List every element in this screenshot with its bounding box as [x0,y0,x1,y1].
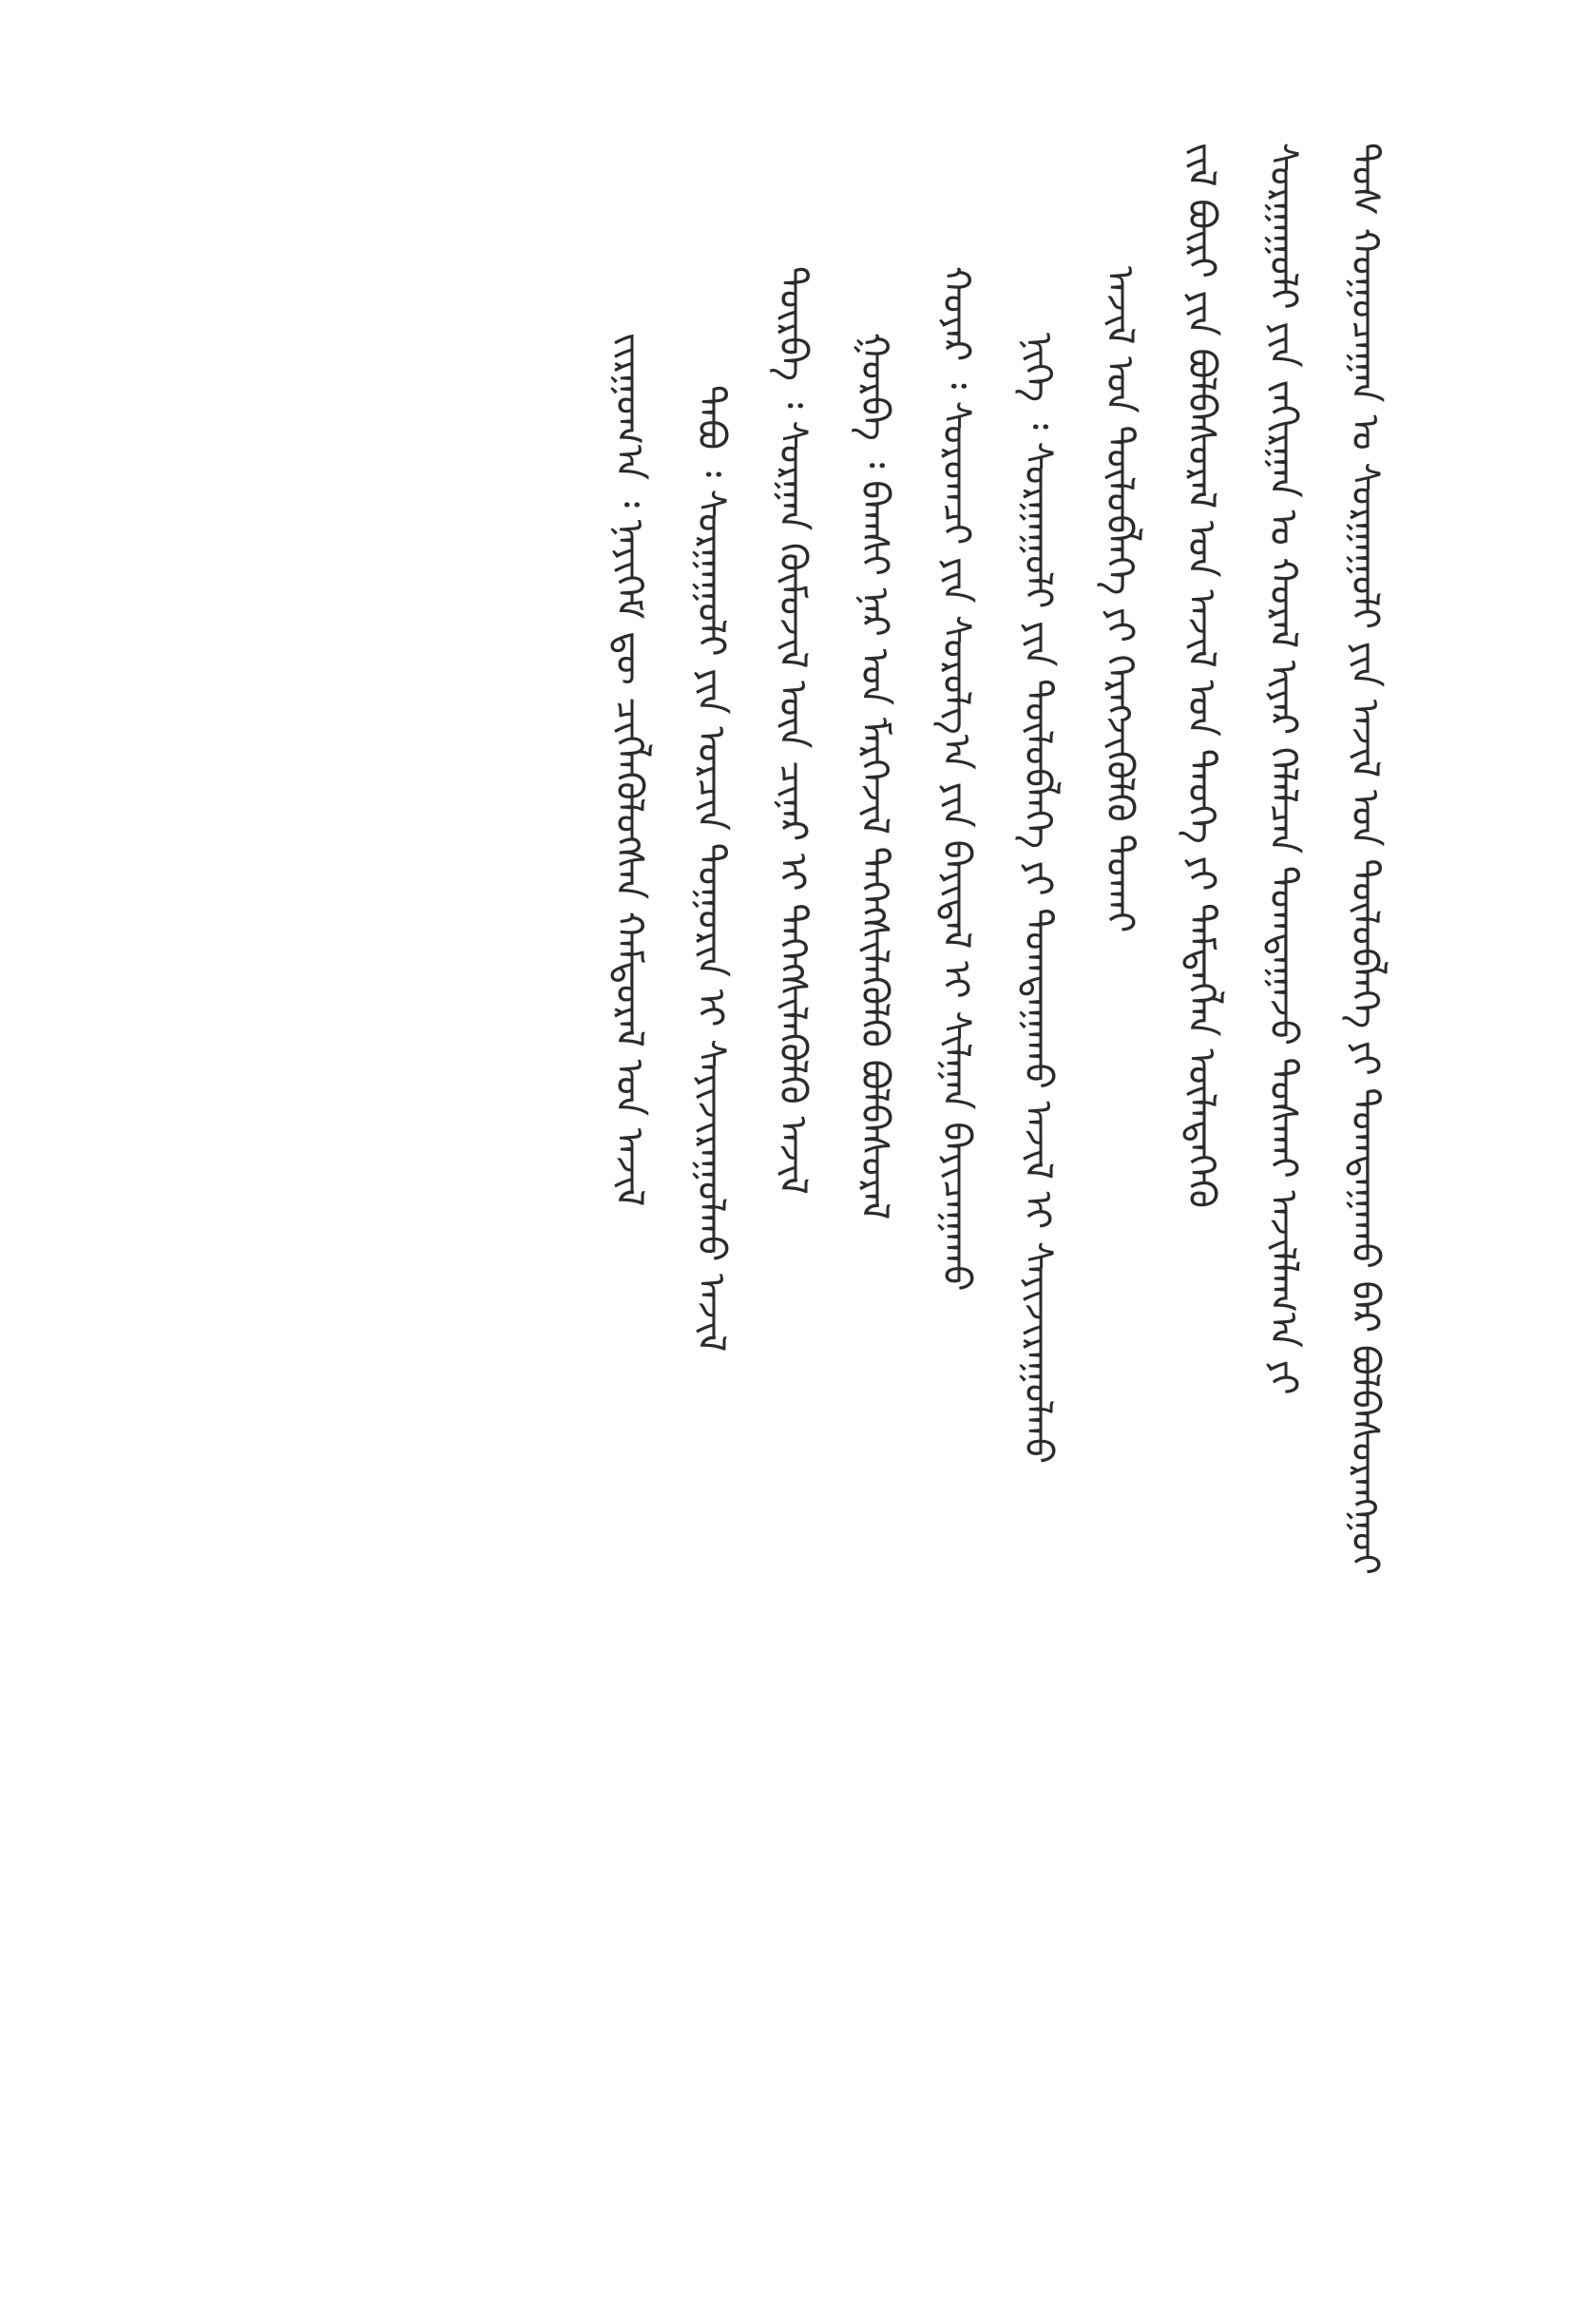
column-text: ᠰᠤᠷᠭᠠᠭᠤᠯᠢ ᠶᠢᠨ ᠵᠠᠬᠢᠷᠭᠠᠨ ᠤ ᠬᠤᠷᠠᠯ ᠢᠶᠠᠷ ᠬᠡᠯᠡᠯᠴᠡᠨ ᠲᠣᠭᠲᠠᠭᠠᠵᠤ ᠲᠤᠰᠬᠠᠢ ᠠᠵᠢᠯᠯᠠᠭ᠎ᠠ ᠶᠢ [1261,143,1305,1395]
text-column-6 [915,143,997,2205]
text-column-5 [997,143,1079,2272]
column-text: ᠬᠤᠶᠠᠷ ᠄ ᠰᠤᠷᠤᠭᠴᠢ ᠶᠢᠨ ᠰᠤᠷᠤᠯᠭ᠎ᠠ ᠶᠢᠨ ᠪᠠᠶᠢᠳᠠᠯ ᠢ ᠰᠢᠯᠭᠠᠨ ᠪᠠᠶᠢᠴᠠᠭᠠᠬᠤ [934,266,978,1292]
mongolian-text-block [588,143,1406,2082]
text-column-4 [1079,143,1160,2205]
text-column-7 [834,143,915,2272]
text-column-10 [588,143,670,2272]
column-text: ᠲᠤᠰ ᠬᠤᠭᠤᠴᠠᠭᠠᠨ ᠤ ᠰᠤᠷᠭᠠᠭᠤᠯᠢ ᠶᠢᠨ ᠠᠵᠢᠯ ᠤᠨ ᠲᠥᠯᠥᠪᠯᠡᠭᠡ ᠶᠢ ᠲᠤᠭᠲᠠᠭᠠᠬᠤ ᠪᠠᠷ ᠪᠣᠯᠪᠠᠰᠤᠷᠠᠩᠭᠤᠢ [1343,143,1387,1575]
text-column-8 [752,143,834,2205]
column-text: ᠳᠥᠷᠪᠡ ᠄ ᠰᠤᠷᠭᠠᠨ ᠬᠥᠮᠦᠵᠢᠯ ᠦᠨ ᠴᠢᠨᠠᠷ ᠢ ᠳᠡᠭᠡᠭᠰᠢᠯᠡᠭᠦᠯᠬᠦ ᠠᠵᠢᠯ [771,266,815,1195]
column-text: ᠠᠵᠢᠯ ᠤᠨ ᠲᠥᠯᠥᠪᠯᠡᠭᠡ ᠶᠢ ᠬᠡᠷᠡᠭᠵᠢᠭᠦᠯᠬᠦ ᠲᠤᠬᠠᠢ [1098,266,1141,933]
text-column-1 [1324,143,1406,2082]
text-column-2 [1242,143,1324,2082]
text-column-3 [1160,143,1242,2082]
column-text: ᠵᠢᠯ ᠪᠦᠷᠢ ᠶᠢᠨ ᠪᠣᠯᠪᠠᠰᠤᠷᠠᠯ ᠤᠨ ᠠᠵᠢᠯ ᠤᠨ ᠲᠡᠦᠬᠡ ᠶᠢ ᠲᠡᠮᠳᠡᠭᠯᠡᠨ ᠦᠯᠡᠳᠡᠭᠡᠬᠦ [1179,143,1223,1209]
column-text: ᠲᠠᠪᠤ ᠄ ᠰᠤᠷᠭᠠᠭᠤᠯᠢ ᠶᠢᠨ ᠤᠷᠴᠢᠨ ᠲᠣᠭᠤᠷᠢᠨ ᠢ ᠰᠠᠶᠢᠵᠢᠷᠠᠭᠤᠯᠬᠤ ᠠᠵᠢᠯ [689,385,733,1353]
column-text: ᠨᠢᠭᠡ ᠄ ᠰᠤᠷᠭᠠᠭᠤᠯᠢ ᠶᠢᠨ ᠲᠥᠯᠥᠪᠯᠡᠭᠡ ᠶᠢ ᠲᠣᠭᠲᠠᠭᠠᠬᠤ ᠠᠵᠢᠯ ᠢ ᠰᠠᠶᠢᠵᠢᠷᠠᠭᠤᠯᠬᠤ [1016,333,1060,1464]
column-text: ᠭᠤᠷᠪᠠ ᠄ ᠪᠠᠭᠰᠢ ᠨᠠᠷ ᠤᠨ ᠮᠡᠷᠭᠡᠵᠢᠯ ᠳᠡᠭᠡᠭᠰᠢᠯᠡᠭᠦᠯᠬᠦ ᠪᠣᠯᠪᠠᠰᠤᠷᠠᠯ [853,333,896,1220]
text-column-9 [670,143,752,2324]
column-text: ᠵᠢᠷᠭᠤᠭ᠎ᠠ ᠄ ᠨᠡᠶᠢᠭᠡᠮ ᠳᠦ ᠴᠢᠭᠯᠡᠭᠦᠯᠦᠭᠰᠡᠨ ᠬᠠᠮᠲᠤᠷᠠᠯ ᠤᠨ ᠠᠵᠢᠯ [607,333,651,1207]
